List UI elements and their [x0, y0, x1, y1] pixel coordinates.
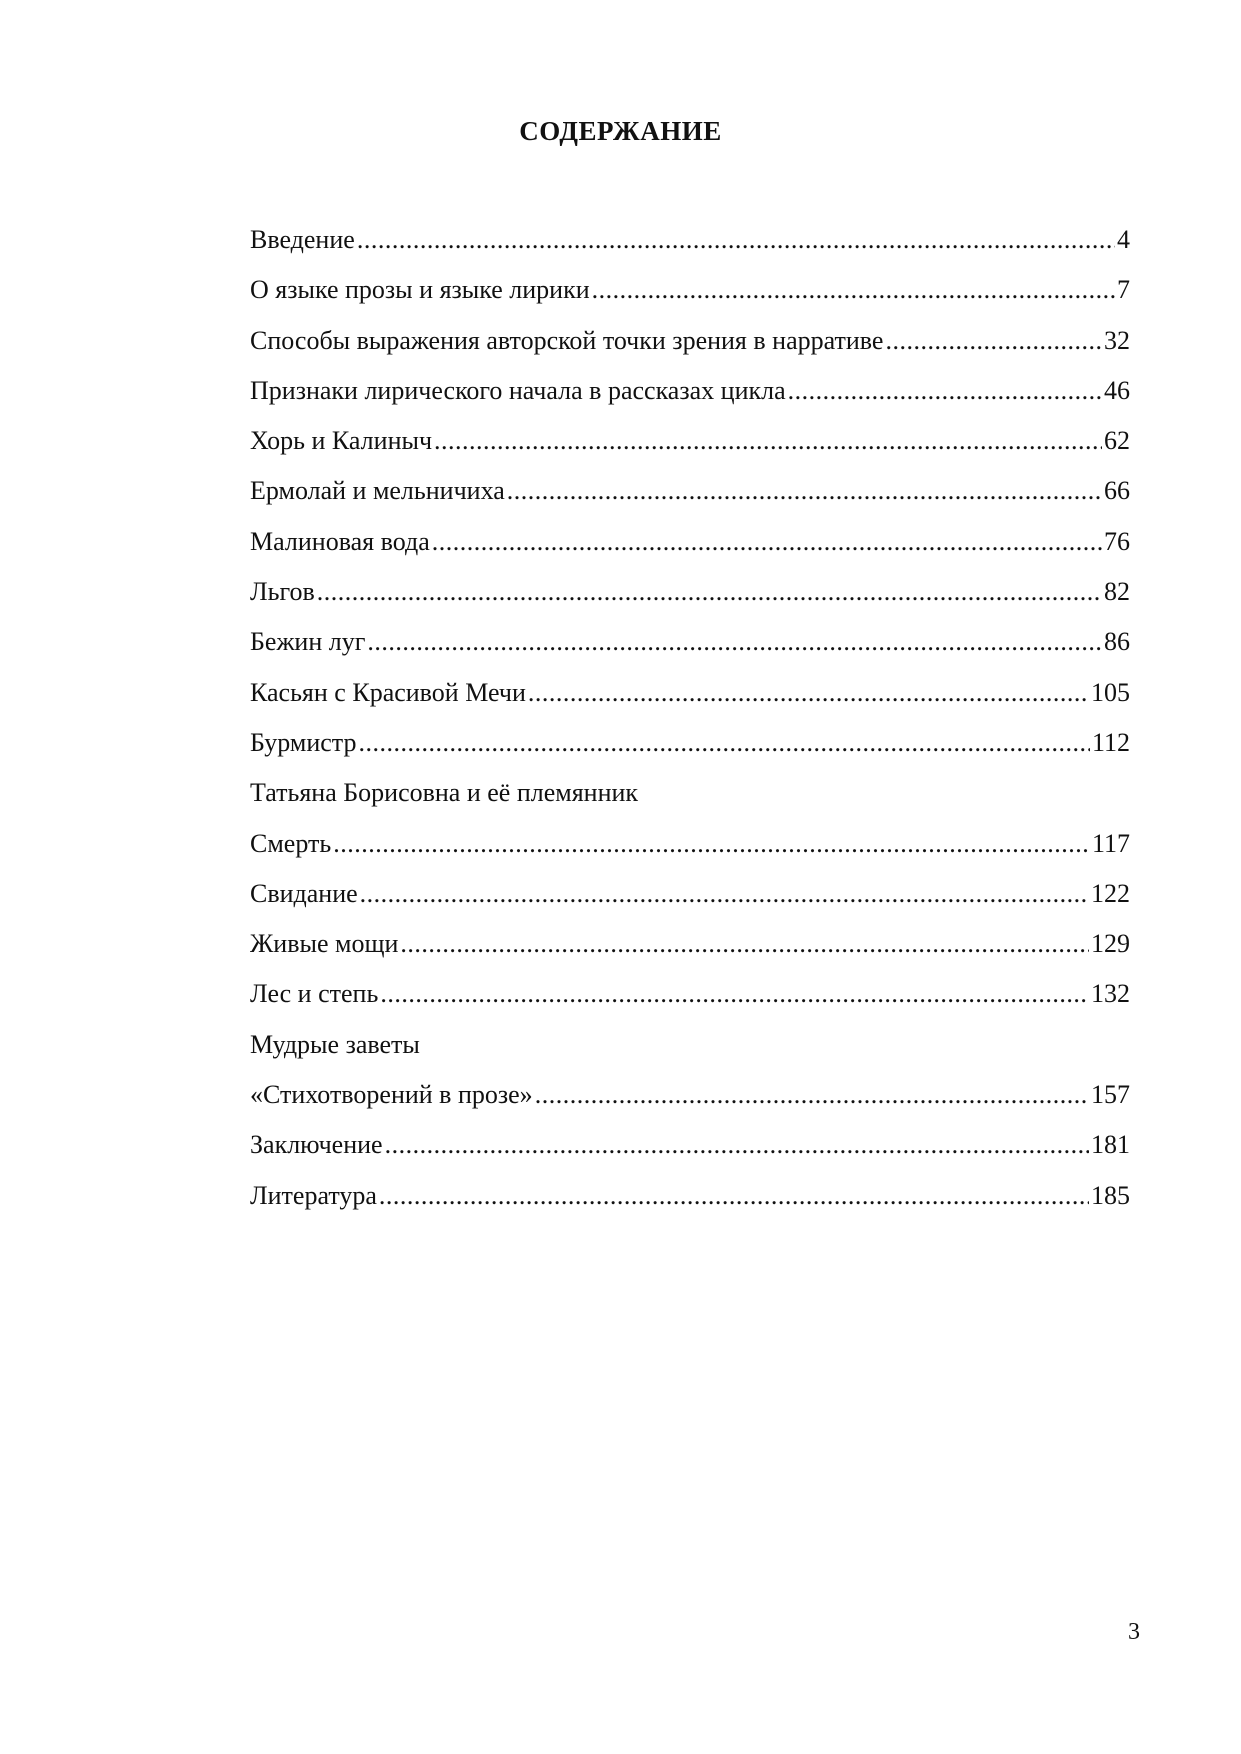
toc-entry-no-page[interactable]: [250, 778, 1130, 828]
toc-entry[interactable]: [250, 627, 1130, 677]
toc-entry-title: Способы выражения авторской точки зрения в нарративе: [250, 325, 884, 355]
dot-leader: [788, 376, 1102, 406]
toc-entry[interactable]: [250, 678, 1130, 728]
toc-entry-title: Касьян с Красивой Мечи: [250, 677, 526, 707]
toc-entry-title: «Стихотворений в прозе»: [250, 1080, 533, 1110]
toc-entry-page: 82: [1104, 577, 1130, 607]
toc-entry-title: Бежин луг: [250, 627, 366, 657]
page-title: СОДЕРЖАНИЕ: [519, 116, 722, 146]
toc-entry[interactable]: [250, 577, 1130, 627]
toc-entry[interactable]: [250, 326, 1130, 376]
toc-entry-title: Смерть: [250, 828, 332, 858]
dot-leader: [385, 1130, 1089, 1160]
toc-entry[interactable]: [250, 1130, 1130, 1180]
toc-entry-page: 117: [1091, 828, 1130, 858]
dot-leader: [507, 476, 1102, 506]
toc-entry-page: 157: [1091, 1080, 1130, 1110]
dot-leader: [357, 225, 1115, 255]
dot-leader: [367, 627, 1102, 657]
toc-entry-page: 112: [1091, 727, 1130, 757]
dot-leader: [432, 527, 1102, 557]
dot-leader: [379, 1181, 1089, 1211]
toc-entry-title: Ермолай и мельничиха: [250, 476, 505, 506]
toc-entry-page: 7: [1117, 275, 1130, 305]
toc-entry[interactable]: [250, 728, 1130, 778]
dot-leader: [380, 979, 1089, 1009]
toc-entry[interactable]: [250, 426, 1130, 476]
toc-entry-page: 129: [1091, 929, 1130, 959]
toc-entry[interactable]: [250, 929, 1130, 979]
toc-entry-page: 32: [1104, 325, 1130, 355]
dot-leader: [885, 326, 1102, 356]
toc-entry-page: 76: [1104, 526, 1130, 556]
toc-entry[interactable]: [250, 527, 1130, 577]
toc-entry[interactable]: [250, 1080, 1130, 1130]
dot-leader: [358, 728, 1089, 758]
dot-leader: [434, 426, 1102, 456]
toc-entry-title: Заключение: [250, 1130, 383, 1160]
toc-entry-title: Литература: [250, 1180, 377, 1210]
toc-entry[interactable]: [250, 879, 1130, 929]
toc-entry-title: Льгов: [250, 577, 315, 607]
toc-entry-page: 4: [1117, 225, 1130, 254]
toc-entry-title: Введение: [250, 225, 355, 254]
dot-leader: [535, 1080, 1089, 1110]
toc-entry-title: Хорь и Калиныч: [250, 426, 433, 456]
toc-entry-title: Татьяна Борисовна и её племянник: [250, 778, 639, 808]
toc-entry-page: 181: [1091, 1130, 1130, 1160]
toc-entry[interactable]: [250, 476, 1130, 526]
toc-entry[interactable]: [250, 979, 1130, 1029]
toc-entry[interactable]: [250, 376, 1130, 426]
toc-entry[interactable]: [250, 275, 1130, 325]
dot-leader: [360, 879, 1089, 909]
toc-entry-title: Признаки лирического начала в рассказах цикла: [250, 375, 786, 405]
toc-entry[interactable]: [250, 225, 1130, 275]
toc-entry-page: 46: [1104, 375, 1130, 405]
toc-entry-page: 86: [1104, 627, 1130, 657]
toc-entry-title: Малиновая вода: [250, 526, 430, 556]
toc-entry-title: Бурмистр: [250, 727, 357, 757]
toc-entry-title: О языке прозы и языке лирики: [250, 275, 590, 305]
toc-entry-page: 62: [1104, 426, 1130, 456]
page-number: 3: [1128, 1619, 1140, 1645]
toc-entry[interactable]: [250, 829, 1130, 879]
toc-entry-page: 122: [1091, 878, 1130, 908]
toc-entry-page: 105: [1091, 677, 1130, 707]
toc-entry-title: Свидание: [250, 878, 358, 908]
toc-entry-page: 185: [1091, 1180, 1130, 1210]
toc-entry-title: Лес и степь: [250, 979, 379, 1009]
dot-leader: [400, 929, 1089, 959]
toc-entry-no-page[interactable]: [250, 1030, 1130, 1080]
dot-leader: [317, 577, 1102, 607]
toc-entry-page: 132: [1091, 979, 1130, 1009]
dot-leader: [333, 829, 1090, 859]
table-of-contents: [250, 225, 1130, 1231]
dot-leader: [592, 275, 1115, 305]
toc-entry[interactable]: [250, 1181, 1130, 1231]
toc-entry-title: Мудрые заветы: [250, 1029, 420, 1059]
toc-entry-page: 66: [1104, 476, 1130, 506]
dot-leader: [528, 678, 1089, 708]
toc-entry-title: Живые мощи: [250, 929, 399, 959]
